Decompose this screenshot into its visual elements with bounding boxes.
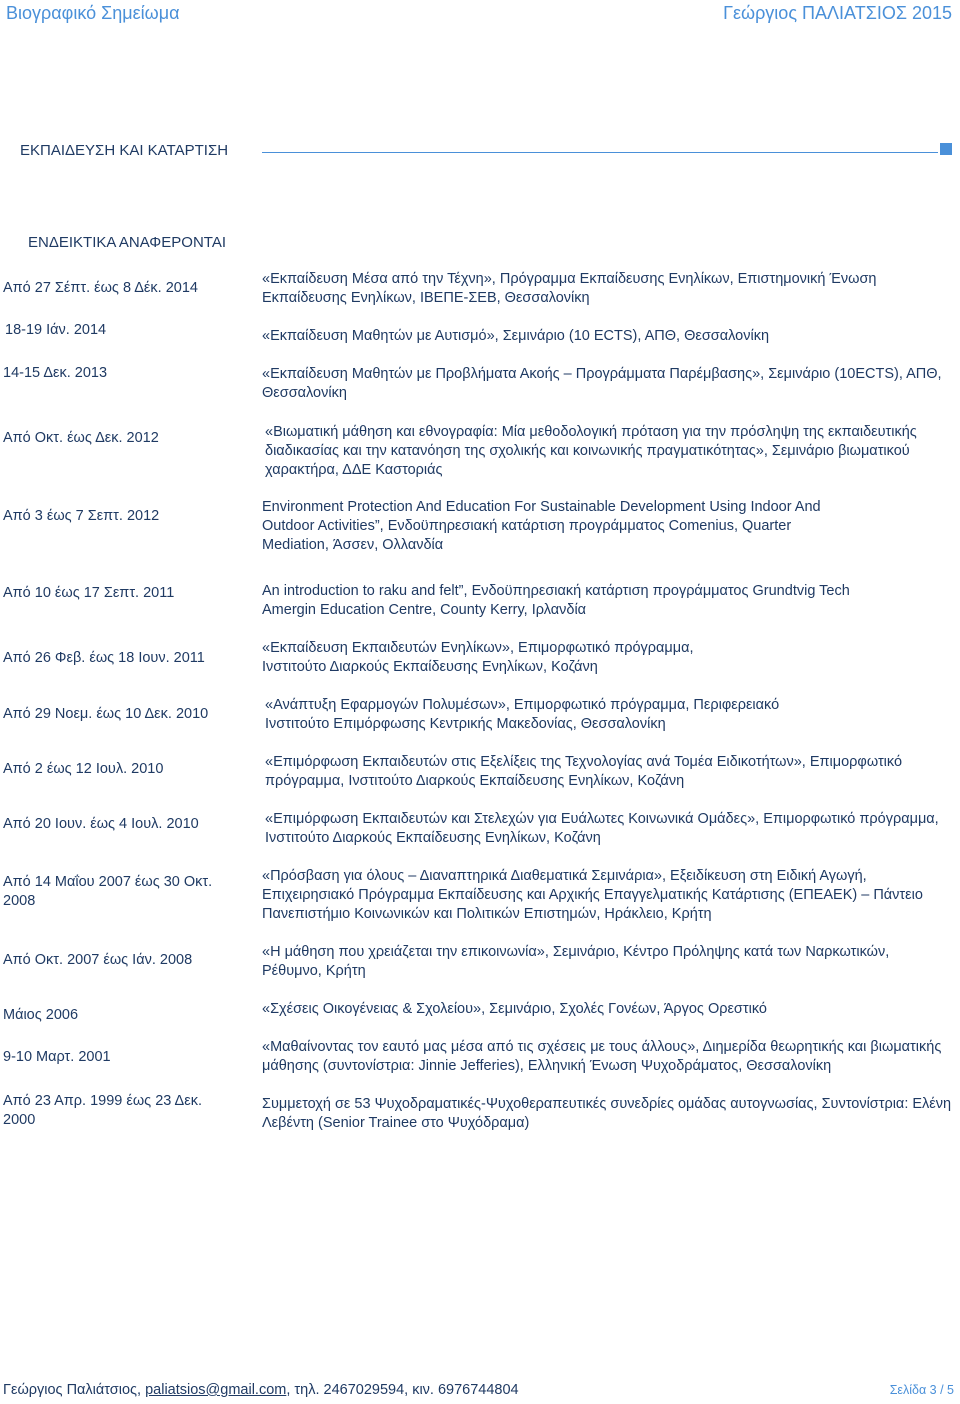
entry-description: «Εκπαίδευση Μαθητών με Αυτισμό», Σεμινάριο (10 ECTS), ΑΠΘ, Θεσσαλονίκη	[262, 328, 770, 344]
entry-description: «Μαθαίνοντας τον εαυτό μας μέσα από τις σχέσεις με τους άλλους», Διημερίδα θεωρητικής και βιωματικής μάθησης (συντονίστρια: Jinnie Jefferies), Ελληνική Ένωση Ψυχοδράματος, Θεσσαλονίκη	[262, 1039, 942, 1074]
entry-description: Environment Protection And Education For Sustainable Development Using Indoor And Outdoor Activities”, Ενδοϋπηρεσιακή κατάρτιση προγράμματος Comenius, Quarter Mediation, Άσσεν, Ολλανδία	[262, 499, 821, 553]
entry-description: «Πρόσβαση για όλους – Διαναπτηρικά Διαθεματικά Σεμινάρια», Εξειδίκευση στη Ειδική Αγωγή, Επιχειρησιακό Πρόγραμμα Εκπαίδευσης και Αρχικής Επαγγελματικής Κατάρτισης (ΕΠΕΑΕΚ) – Πάντειο Πανεπιστήμιο Κοινωνικών και Πολιτικών Επιστημών, Ηράκλειο, Κρήτη	[262, 868, 923, 922]
page-number: Σελίδα 3 / 5	[889, 1383, 954, 1397]
entry-date: Από 27 Σέπτ. έως 8 Δέκ. 2014	[3, 280, 198, 296]
footer-phones: , τηλ. 2467029594, κιν. 6976744804	[286, 1382, 519, 1398]
entry-description: Συμμετοχή σε 53 Ψυχοδραματικές-Ψυχοθεραπευτικές συνεδρίες ομάδας αυτογνωσίας, Συντονίστρια: Ελένη Λεβέντη (Senior Trainee στο Ψυχόδραμα)	[262, 1096, 952, 1131]
entry-date: Από 26 Φεβ. έως 18 Ιουν. 2011	[3, 650, 205, 666]
entry-date: 14-15 Δεκ. 2013	[3, 365, 108, 381]
entry-description: «Επιμόρφωση Εκπαιδευτών και Στελεχών για Ευάλωτες Κοινωνικά Ομάδες», Επιμορφωτικό πρόγραμμα, Ινστιτούτο Διαρκούς Εκπαίδευσης Ενηλίκων, Κοζάνη	[265, 811, 939, 846]
entry-date: Από 3 έως 7 Σεπτ. 2012	[3, 508, 160, 524]
entry-description: «Ανάπτυξη Εφαρμογών Πολυμέσων», Επιμορφωτικό πρόγραμμα, Περιφερειακό Ινστιτούτο Επιμόρφωσης Κεντρικής Μακεδονίας, Θεσσαλονίκη	[265, 697, 780, 732]
entry-description: «Εκπαίδευση Εκπαιδευτών Ενηλίκων», Επιμορφωτικό πρόγραμμα, Ινστιτούτο Διαρκούς Εκπαίδευσης Ενηλίκων, Κοζάνη	[262, 640, 694, 675]
header-doc-title: Βιογραφικό Σημείωμα	[6, 3, 180, 23]
entry-date: Από 20 Ιουν. έως 4 Ιουλ. 2010	[3, 816, 199, 832]
entry-description: «Σχέσεις Οικογένειας & Σχολείου», Σεμινάριο, Σχολές Γονέων, Άργος Ορεστικό	[262, 1001, 767, 1017]
entry-date: Από Οκτ. 2007 έως Ιάν. 2008	[3, 952, 193, 968]
footer-contact	[3, 1382, 519, 1398]
entry-date: Από 29 Νοεμ. έως 10 Δεκ. 2010	[3, 706, 209, 722]
entry-date: Μάιος 2006	[3, 1007, 79, 1023]
subsection-title: ΕΝΔΕΙΚΤΙΚΑ ΑΝΑΦΕΡΟΝΤΑΙ	[28, 234, 226, 251]
entry-date: 9-10 Μαρτ. 2001	[3, 1049, 111, 1065]
section-title: ΕΚΠΑΙΔΕΥΣΗ ΚΑΙ ΚΑΤΑΡΤΙΣΗ	[20, 142, 229, 159]
entry-date: Από 10 έως 17 Σεπτ. 2011	[3, 585, 175, 601]
footer-name: Γεώργιος Παλιάτσιος,	[3, 1382, 146, 1398]
entry-date: Από 2 έως 12 Ιουλ. 2010	[3, 761, 164, 777]
entry-date: 18-19 Ιάν. 2014	[5, 322, 107, 338]
entry-date: Από 14 Μαΐου 2007 έως 30 Οκτ. 2008	[3, 874, 213, 909]
entry-date: Από 23 Απρ. 1999 έως 23 Δεκ. 2000	[3, 1093, 202, 1128]
entry-date: Από Οκτ. έως Δεκ. 2012	[3, 430, 159, 446]
entry-description: «Εκπαίδευση Μέσα από την Τέχνη», Πρόγραμμα Εκπαίδευσης Ενηλίκων, Επιστημονική Ένωση Εκπαίδευσης Ενηλίκων, ΙΒΕΠΕ-ΣΕΒ, Θεσσαλονίκη	[262, 271, 877, 306]
header-author-year: Γεώργιος ΠΑΛΙΑΤΣΙΟΣ 2015	[723, 3, 952, 23]
entry-description: An introduction to raku and felt”, Ενδοϋπηρεσιακή κατάρτιση προγράμματος Grundtvig Tech Amergin Education Centre, County Kerry, Ιρλανδία	[262, 583, 850, 618]
entry-description: «Η μάθηση που χρειάζεται την επικοινωνία», Σεμινάριο, Κέντρο Πρόληψης κατά των Ναρκωτικών, Ρέθυμνο, Κρήτη	[262, 944, 890, 979]
section-square-icon	[940, 143, 952, 155]
section-divider	[262, 152, 938, 153]
entry-description: «Εκπαίδευση Μαθητών με Προβλήματα Ακοής – Προγράμματα Παρέμβασης», Σεμινάριο (10ECTS), ΑΠΘ, Θεσσαλονίκη	[262, 366, 942, 401]
entry-description: «Βιωματική μάθηση και εθνογραφία: Μία μεθοδολογική πρόταση για την πρόσληψη της εκπαιδευτικής διαδικασίας και την κατανόηση της σχολικής και κοινωνικής πραγματικότητας», Σεμινάριο βιωματικού χαρακτήρα, ΔΔΕ Καστοριάς	[265, 424, 917, 478]
entry-description: «Επιμόρφωση Εκπαιδευτών στις Εξελίξεις της Τεχνολογίας ανά Τομέα Ειδικοτήτων», Επιμορφωτικό πρόγραμμα, Ινστιτούτο Διαρκούς Εκπαίδευσης Ενηλίκων, Κοζάνη	[265, 754, 903, 789]
footer-email-link[interactable]: paliatsios@gmail.com	[145, 1382, 287, 1398]
